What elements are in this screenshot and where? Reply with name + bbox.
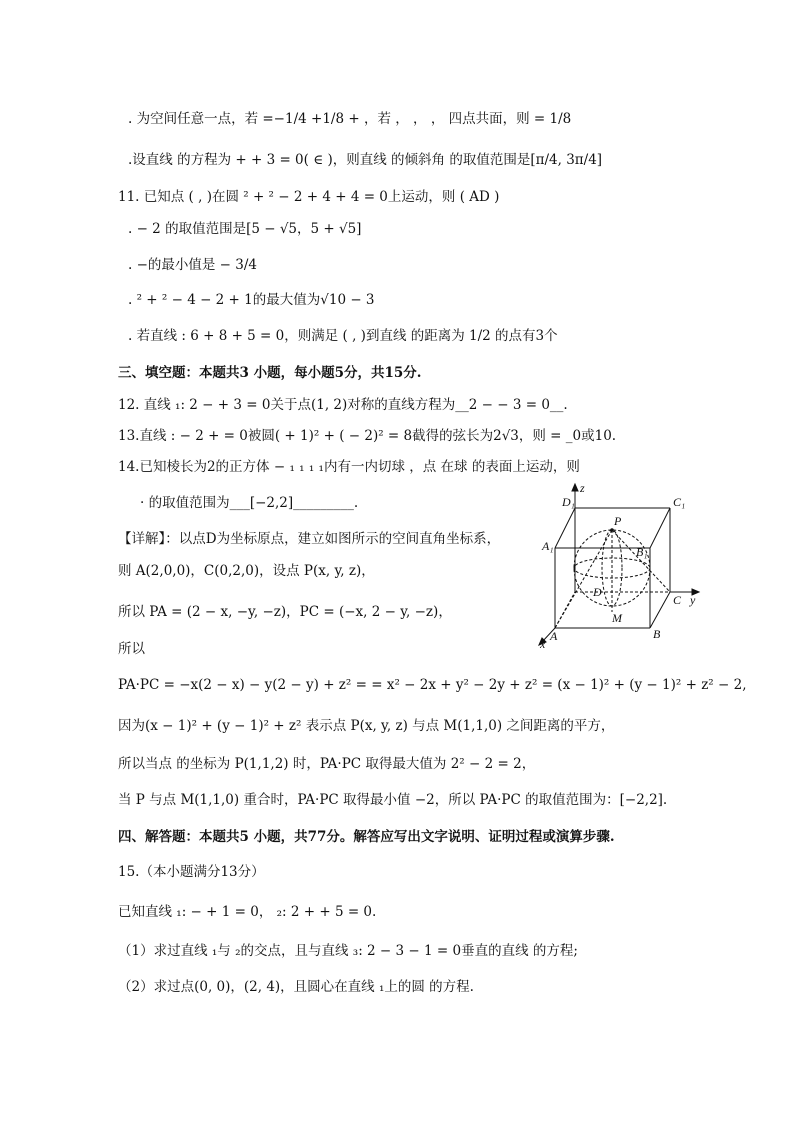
question-12: 12. 直线 ₁: 2 − + 3 = 0关于点(1, 2)对称的直线方程为__2 − − 3 = 0__. — [118, 397, 568, 413]
option-11-c: . ² + ² − 4 − 2 + 1的最大值为√10 − 3 — [128, 292, 375, 308]
label-b1: B₁ — [636, 545, 648, 559]
label-x: x — [540, 637, 546, 650]
label-b: B — [653, 627, 661, 641]
label-m: M — [612, 611, 622, 625]
question-15-part-1: （1）求过直线 ₁与 ₂的交点，且与直线 ₃: 2 − 3 − 1 = 0垂直的直线 的方程; — [118, 943, 578, 959]
question-15-part-2: （2）求过点(0, 0)，(2, 4)，且圆心在直线 ₁上的圆 的方程. — [118, 979, 474, 995]
label-d: D — [593, 585, 602, 599]
question-11: 11. 已知点 ( , )在圆 ² + ² − 2 + 4 + 4 = 0上运动，则 ( AD ) — [118, 189, 500, 205]
question-14: 14.已知棱长为2的正方体 − ₁ ₁ ₁ ₁内有一内切球 ，点 在球 的表面上运动，则 — [118, 459, 580, 475]
section-4-heading: 四、解答题：本题共5 小题，共77分。解答应写出文字说明、证明过程或演算步骤. — [118, 829, 615, 845]
option-11-d: . 若直线 : 6 + 8 + 5 = 0，则满足 ( , )到直线 的距离为 1/2 的点有3个 — [128, 328, 558, 344]
detail-line-6: 因为(x − 1)² + (y − 1)² + z² 表示点 P(x, y, z) 与点 M(1,1,0) 之间距离的平方， — [118, 718, 615, 734]
label-y: y — [690, 593, 696, 607]
question-13: 13.直线 : − 2 + = 0被圆( + 1)² + ( − 2)² = 8截得的弦长为2√3，则 = _0或10. — [118, 428, 617, 444]
label-d1: D₁ — [562, 495, 575, 509]
detail-line-7: 所以当点 的坐标为 P(1,1,2) 时，PA·PC 取得最大值为 2² − 2 = 2， — [118, 756, 536, 772]
section-3-heading: 三、填空题：本题共3 小题，每小题5分，共15分. — [118, 365, 422, 381]
segment-p-a — [555, 530, 612, 628]
point-p — [610, 528, 614, 532]
segment-p-c — [612, 530, 670, 592]
option-11-a: . − 2 的取值范围是[5 − √5，5 + √5] — [128, 221, 362, 237]
label-z: z — [580, 481, 585, 495]
edge-b1-c1 — [650, 508, 670, 548]
option-line-1: . 为空间任意一点，若 =−1/4 +1/8 + ，若 ， ， ， 四点共面，则 = 1/8 — [128, 111, 572, 127]
label-c: C — [673, 593, 682, 607]
label-p: P — [614, 514, 622, 528]
detail-line-8: 当 P 与点 M(1,1,0) 重合时，PA·PC 取得最小值 −2，所以 PA·PC 的取值范围为：[−2,2]. — [118, 792, 668, 808]
question-15-title: 15.（本小题满分13分） — [118, 864, 265, 880]
edge-a1-d1 — [555, 508, 575, 548]
label-a: A — [550, 629, 558, 643]
detail-line-2: 则 A(2,0,0)，C(0,2,0)，设点 P(x, y, z)， — [118, 563, 375, 579]
label-c1: C₁ — [673, 495, 686, 509]
detail-line-4: 所以 — [118, 641, 145, 657]
detail-line-3: 所以 PA = (2 − x, −y, −z)，PC = (−x, 2 − y, −z)， — [118, 604, 452, 620]
detail-line-1: 【详解】：以点D为坐标原点，建立如图所示的空间直角坐标系， — [118, 531, 501, 547]
label-a1: A₁ — [542, 539, 554, 553]
question-14-answer: · 的取值范围为___[−2,2]_________. — [140, 495, 359, 511]
cube-sphere-figure — [530, 480, 740, 650]
option-11-b: . −的最小值是 − 3/4 — [128, 257, 258, 273]
z-arrow — [572, 484, 578, 491]
option-line-2: .设直线 的方程为 + + 3 = 0( ∈ )，则直线 的倾斜角 的取值范围是[π/4, 3π/4] — [128, 152, 603, 168]
detail-line-5: PA·PC = −x(2 − x) − y(2 − y) + z² = = x² − 2x + y² − 2y + z² = (x − 1)² + (y − 1)² + z² − 2, — [118, 677, 747, 693]
question-15-given: 已知直线 ₁: − + 1 = 0， ₂: 2 + + 5 = 0. — [118, 904, 377, 920]
edge-b-c — [650, 592, 670, 628]
